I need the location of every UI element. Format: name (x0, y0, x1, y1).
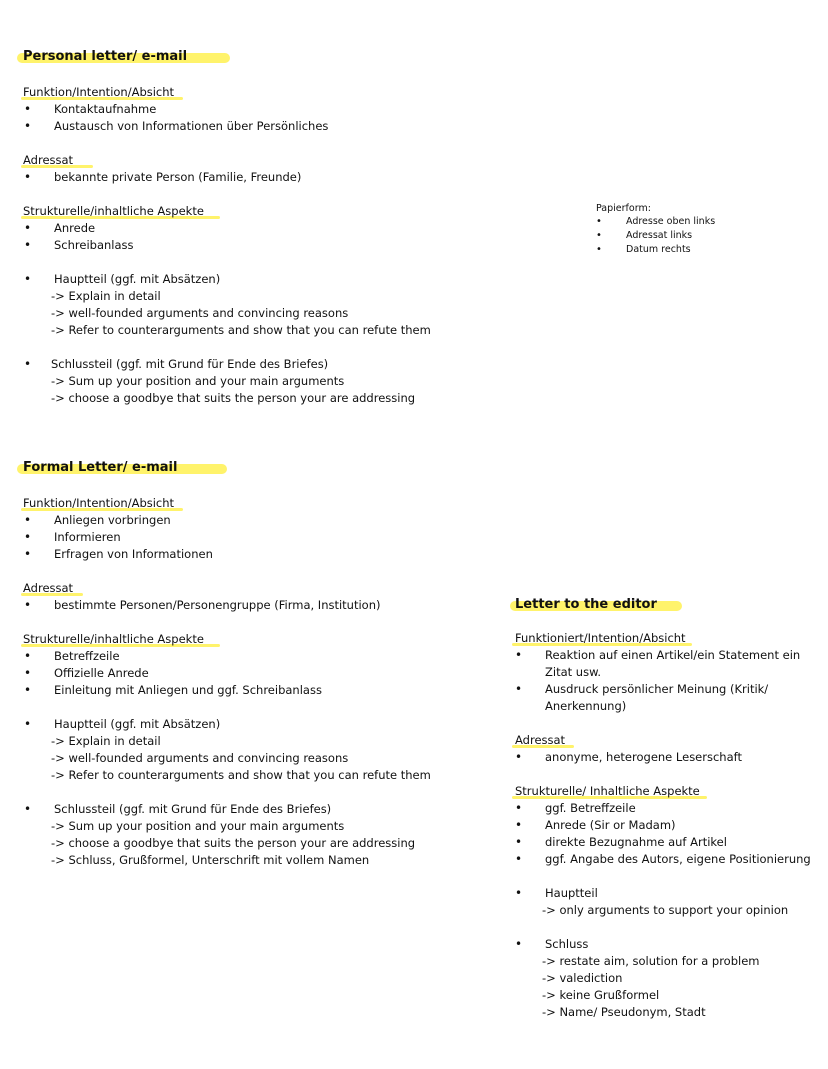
bullet: • (515, 852, 523, 866)
bullet: • (24, 683, 32, 697)
list-item: Anrede (Sir or Madam) (545, 818, 676, 832)
list-item: Offizielle Anrede (54, 666, 149, 680)
bullet: • (24, 102, 32, 116)
bullet: • (24, 649, 32, 663)
bullet: • (24, 530, 32, 544)
sub-item: -> keine Grußformel (542, 988, 660, 1002)
sub-item: -> well-founded arguments and convincing reasons (51, 751, 349, 765)
list-item: bekannte private Person (Familie, Freunde) (54, 170, 302, 184)
formal-adressat-heading: Adressat (23, 581, 74, 595)
bullet: • (515, 750, 523, 764)
bullet: • (24, 547, 32, 561)
personal-aspekte-heading: Strukturelle/inhaltliche Aspekte (23, 204, 204, 218)
list-item: Anliegen vorbringen (54, 513, 171, 527)
bullet: • (515, 801, 523, 815)
bullet: • (24, 666, 32, 680)
bullet: • (515, 682, 523, 696)
bullet: • (24, 170, 32, 184)
sub-item: -> Name/ Pseudonym, Stadt (542, 1005, 706, 1019)
list-item: Datum rechts (626, 244, 691, 255)
bullet: • (24, 598, 32, 612)
list-item: bestimmte Personen/Personengruppe (Firma, Institution) (54, 598, 381, 612)
formal-schlussteil: Schlussteil (ggf. mit Grund für Ende des Briefes) (54, 802, 332, 816)
personal-hauptteil: Hauptteil (ggf. mit Absätzen) (54, 272, 221, 286)
list-item: anonyme, heterogene Leserschaft (545, 750, 742, 764)
bullet: • (515, 818, 523, 832)
editor-funktion-heading: Funktioniert/Intention/Absicht (515, 631, 686, 645)
list-item: Schreibanlass (54, 238, 134, 252)
sub-item: -> Schluss, Grußformel, Unterschrift mit vollem Namen (51, 853, 370, 867)
list-item: Informieren (54, 530, 121, 544)
sub-item: -> Refer to counterarguments and show that you can refute them (51, 323, 431, 337)
personal-schlussteil: Schlussteil (ggf. mit Grund für Ende des Briefes) (51, 357, 329, 371)
list-item: ggf. Angabe des Autors, eigene Positionierung (545, 852, 811, 866)
list-item-continuation: Zitat usw. (545, 665, 602, 679)
sub-item: -> valediction (542, 971, 623, 985)
list-item: direkte Bezugnahme auf Artikel (545, 835, 727, 849)
sub-item: -> Refer to counterarguments and show that you can refute them (51, 768, 431, 782)
bullet: • (24, 717, 32, 731)
sub-item: -> restate aim, solution for a problem (542, 954, 760, 968)
sub-item: -> Explain in detail (51, 734, 161, 748)
editor-schluss: Schluss (545, 937, 589, 951)
list-item: Ausdruck persönlicher Meinung (Kritik/ (545, 682, 769, 696)
list-item: ggf. Betreffzeile (545, 801, 636, 815)
list-item: Betreffzeile (54, 649, 120, 663)
personal-adressat-heading: Adressat (23, 153, 74, 167)
list-item: Erfragen von Informationen (54, 547, 213, 561)
list-item-continuation: Anerkennung) (545, 699, 627, 713)
list-item: Reaktion auf einen Artikel/ein Statement ein (545, 648, 801, 662)
personal-title: Personal letter/ e-mail (23, 49, 188, 64)
formal-aspekte-heading: Strukturelle/inhaltliche Aspekte (23, 632, 204, 646)
list-item: Adressat links (626, 230, 693, 241)
list-item: Austausch von Informationen über Persönliches (54, 119, 329, 133)
editor-adressat-heading: Adressat (515, 733, 566, 747)
bullet: • (24, 221, 32, 235)
bullet: • (596, 230, 602, 241)
sub-item: -> only arguments to support your opinion (542, 903, 789, 917)
bullet: • (596, 216, 602, 227)
bullet: • (24, 357, 32, 371)
formal-funktion-heading: Funktion/Intention/Absicht (23, 496, 175, 510)
bullet: • (515, 835, 523, 849)
list-item: Einleitung mit Anliegen und ggf. Schreibanlass (54, 683, 322, 697)
editor-hauptteil: Hauptteil (545, 886, 598, 900)
sub-item: -> well-founded arguments and convincing reasons (51, 306, 349, 320)
papierform-heading: Papierform: (596, 203, 651, 214)
formal-title: Formal Letter/ e-mail (23, 460, 178, 475)
bullet: • (515, 886, 523, 900)
bullet: • (515, 648, 523, 662)
sub-item: -> Explain in detail (51, 289, 161, 303)
bullet: • (24, 513, 32, 527)
bullet: • (24, 802, 32, 816)
formal-hauptteil: Hauptteil (ggf. mit Absätzen) (54, 717, 221, 731)
list-item: Kontaktaufnahme (54, 102, 157, 116)
list-item: Anrede (54, 221, 96, 235)
bullet: • (24, 272, 32, 286)
bullet: • (515, 937, 523, 951)
bullet: • (596, 244, 602, 255)
personal-funktion-heading: Funktion/Intention/Absicht (23, 85, 175, 99)
sub-item: -> choose a goodbye that suits the person your are addressing (51, 391, 416, 405)
editor-title: Letter to the editor (515, 597, 657, 612)
editor-aspekte-heading: Strukturelle/ Inhaltliche Aspekte (515, 784, 700, 798)
sub-item: -> Sum up your position and your main arguments (51, 819, 345, 833)
sub-item: -> Sum up your position and your main arguments (51, 374, 345, 388)
bullet: • (24, 238, 32, 252)
bullet: • (24, 119, 32, 133)
sub-item: -> choose a goodbye that suits the person your are addressing (51, 836, 416, 850)
list-item: Adresse oben links (626, 216, 716, 227)
